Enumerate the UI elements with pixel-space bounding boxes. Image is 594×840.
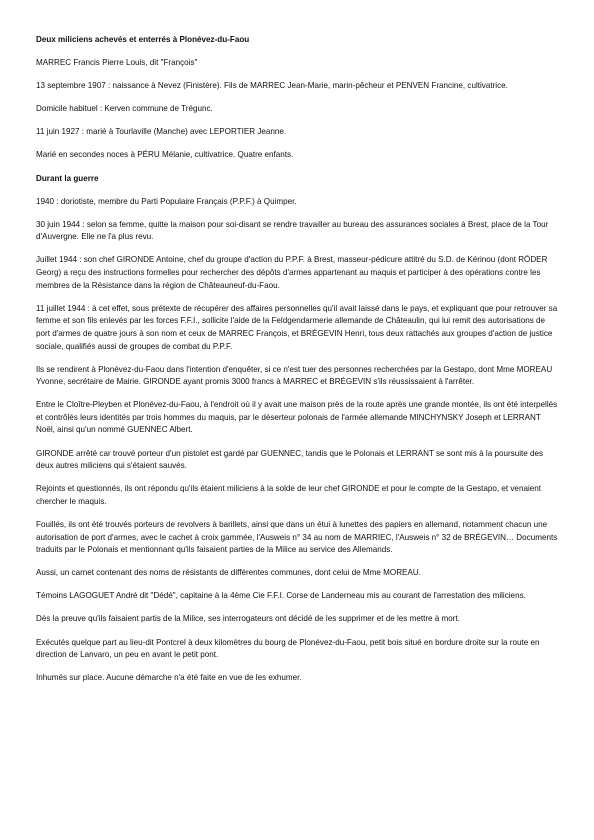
paragraph-june-1944: 30 juin 1944 : selon sa femme, quitte la maison pour soi-disant se rendre travailler au bureau des assurances sociales à Brest, place de la Tour d'Auvergne. Elle ne l'a plus revu.: [36, 219, 549, 242]
paragraph-birth: 13 septembre 1907 : naissance à Nevez (Finistère). Fils de MARREC Jean-Marie, marin-pêcheur et PENVEN Francine, cultivatrice.: [36, 81, 508, 91]
paragraph-execution: Exécutés quelque part au lieu-dit Pontcrel à deux kilomètres du bourg de Plonévez-du-Faou, petit bois situé en bordure droite sur la route en direction de Lanvaro, un peu en avant le petit pont.: [36, 637, 540, 660]
paragraph-second-marriage: Marié en secondes noces à PÉRU Mélanie, cultivatrice. Quatre enfants.: [36, 150, 294, 160]
paragraph-notebook: Aussi, un carnet contenant des noms de résistants de différentes communes, dont celui de Mme MOREAU.: [36, 568, 421, 578]
paragraph-plonevez: Ils se rendirent à Plonévez-du-Faou dans l'intention d'enquêter, si ce n'est tuer des personnes recherchées par la Gestapo, dont Mme MOREAU Yvonne, secrétaire de Mairie. GIRONDE ayant promis 3000 francs à MARREC et BRÉGEVIN s'ils réussissaient à l'arrêter.: [36, 364, 553, 387]
paragraph-marriage: 11 juin 1927 : marié à Tourlaville (Manche) avec LEPORTIER Jeanne.: [36, 127, 287, 137]
paragraph-witness: Témoins LAGOGUET André dit "Dédé", capitaine à la 4ème Cie F.F.I. Corse de Landerneau mis au courant de l'arrestation des miliciens.: [36, 591, 526, 601]
document-page: [36, 34, 560, 695]
paragraph-gironde-arrested: GIRONDE arrêté car trouvé porteur d'un pistolet est gardé par GUENNEC, tandis que le Polonais et LERRANT se sont mis à la poursuite des deux autres miliciens qui s'étaient sauvés.: [36, 448, 544, 471]
paragraph-1940: 1940 : doriotiste, membre du Parti Populaire Français (P.P.F.) à Quimper.: [36, 196, 297, 206]
paragraph-domicile: Domicile habituel : Kerven commune de Trégunc.: [36, 104, 213, 114]
section-heading: Durant la guerre: [36, 173, 99, 183]
document-title: Deux miliciens achevés et enterrés à Plonévez-du-Faou: [36, 35, 250, 44]
paragraph-searched: Fouillés, ils ont été trouvés porteurs de revolvers à barillets, ainsi que dans un étui à lunettes des papiers en allemand, notamment chacun une autorisation de port d'armes, avec le cachet à croix gammée, l'Ausweis n° 34 au nom de MARRIEC, l'Ausweis n° 32 de BRÉGEVIN… Documents traduits par le Polonais et mentionnant qu'ils faisaient parties de la Milice au service des Allemands.: [36, 519, 558, 555]
paragraph-july-1944: Juillet 1944 : son chef GIRONDE Antoine, chef du groupe d'action du P.P.F. à Brest, masseur-pédicure attitré du S.D. de Kérinou (dont RÖDER Georg) a reçu des instructions formelles pour rechercher des dépôts d'armes appartenant au maquis et participer à des opérations contre les membres de la Résistance dans la région de Châteauneuf-du-Faou.: [36, 255, 548, 290]
paragraph-decision: Dès la preuve qu'ils faisaient partis de la Milice, ses interrogateurs ont décidé de les supprimer et de les mettre à mort.: [36, 614, 460, 624]
paragraph-11-july-1944: 11 juillet 1944 : à cet effet, sous prétexte de récupérer des affaires personnelles qu'il avait laissé dans le pays, et expliquant que pour retrouver sa femme et son fils enlevés par les forces F.F.I., sollicite l'aide de la Feldgendarmerie allemande de Châteaulin, qui lui remit des autorisations de port d'armes de quatre jours à son nom et ceux de MARREC François, et BRÉGEVIN Henri, tous deux rattachés aux groupes d'action de justice sociale, qualifiés aussi de groupes de combat du P.P.F.: [36, 303, 558, 351]
paragraph-questioned: Rejoints et questionnés, ils ont répondu qu'ils étaient miliciens à la solde de leur chef GIRONDE et pour le compte de la Gestapo, et venaient chercher le maquis.: [36, 484, 541, 506]
paragraph-name: MARREC Francis Pierre Louis, dit "François": [36, 58, 198, 68]
paragraph-interception: Entre le Cloître-Pleyben et Plonévez-du-Faou, à l'endroit où il y avait une maison près de la route après une grande montée, ils ont été interpellés et contrôlés leurs identités par trois hommes du maquis, par le déserteur polonais de l'armée allemande MINCHYNSKY Joseph et LERRANT Noël, ainsi qu'un nommé GUENNEC Albert.: [36, 400, 558, 435]
paragraph-burial: Inhumés sur place. Aucune démarche n'a été faite en vue de les exhumer.: [36, 673, 302, 683]
